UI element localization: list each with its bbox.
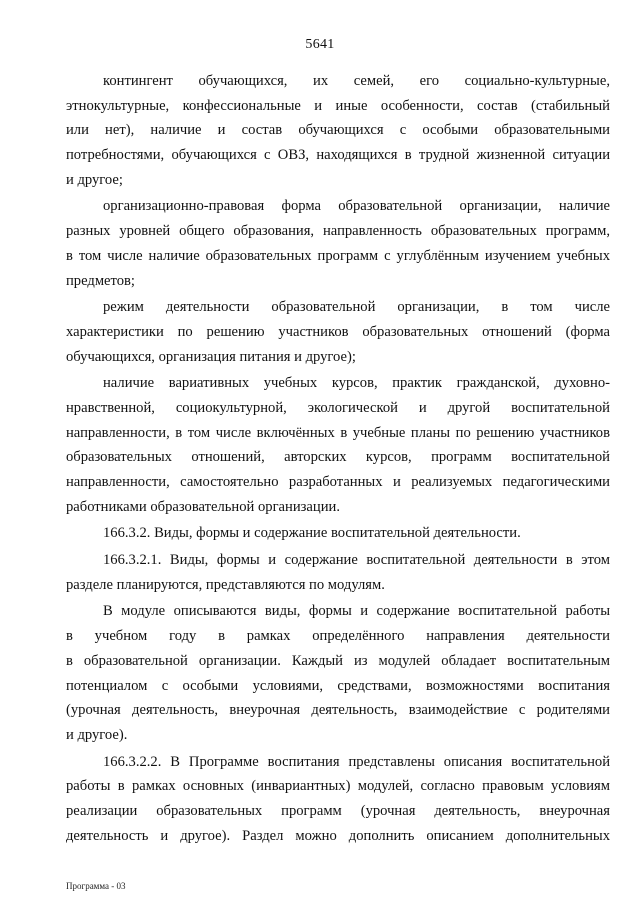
text-line: 166.3.2.1. Виды, формы и содержание воспитательной деятельности в этом <box>103 552 610 569</box>
text-line: и другое). <box>66 726 128 743</box>
text-line: разных уровней общего образования, направленность образовательных программ, <box>66 223 610 240</box>
text-line: разделе планируются, представляются по модулям. <box>66 576 385 593</box>
text-line: и другое; <box>66 171 123 188</box>
text-line: нравственной, социокультурной, экологической и другой воспитательной <box>66 399 610 416</box>
body-text <box>66 69 610 848</box>
text-line: образовательных отношений, авторских курсов, программ воспитательной <box>66 449 610 466</box>
text-line: этнокультурные, конфессиональные и иные особенности, состав (стабильный <box>66 97 610 114</box>
text-line: в образовательной организации. Каждый из модулей обладает воспитательным <box>66 652 610 669</box>
text-line: режим деятельности образовательной организации, в том числе <box>103 299 610 316</box>
text-line: 166.3.2.2. В Программе воспитания представлены описания воспитательной <box>103 753 610 770</box>
text-line: деятельность и другое). Раздел можно дополнить описанием дополнительных <box>66 827 610 844</box>
text-line: (урочная деятельность, внеурочная деятельность, взаимодействие с родителями <box>66 702 610 719</box>
text-line: направленности, самостоятельно разработанных и реализуемых педагогическими <box>66 474 610 490</box>
page-number: 5641 <box>305 37 335 52</box>
text-line: контингент обучающихся, их семей, его социально-культурные, <box>103 73 610 89</box>
text-line: потенциалом с особыми условиями, средствами, возможностями воспитания <box>66 677 610 694</box>
text-line: направленности, в том числе включённых в учебные планы по решению участников <box>66 424 610 441</box>
text-line: реализации образовательных программ (урочная деятельность, внеурочная <box>66 802 610 819</box>
text-line: или нет), наличие и состав обучающихся с особыми образовательными <box>66 122 610 139</box>
text-line: в учебном году в рамках определённого направления деятельности <box>66 628 610 645</box>
text-line: потребностями, обучающихся с ОВЗ, находящихся в трудной жизненной ситуации <box>66 147 610 164</box>
text-line: наличие вариативных учебных курсов, практик гражданской, духовно- <box>103 375 610 392</box>
text-line: работниками образовательной организации. <box>66 498 340 515</box>
text-line: 166.3.2. Виды, формы и содержание воспитательной деятельности. <box>103 525 521 542</box>
text-line: В модуле описываются виды, формы и содержание воспитательной работы <box>103 603 610 620</box>
page-footer: Программа - 03 <box>66 881 126 891</box>
text-line: организационно-правовая форма образовательной организации, наличие <box>103 198 610 215</box>
text-line: в том числе наличие образовательных программ с углублённым изучением учебных <box>66 247 610 264</box>
text-line: характеристики по решению участников образовательных отношений (форма <box>66 323 610 340</box>
text-line: обучающихся, организация питания и другое); <box>66 348 356 365</box>
text-line: работы в рамках основных (инвариантных) модулей, согласно правовым условиям <box>66 778 610 795</box>
text-line: предметов; <box>66 272 135 289</box>
